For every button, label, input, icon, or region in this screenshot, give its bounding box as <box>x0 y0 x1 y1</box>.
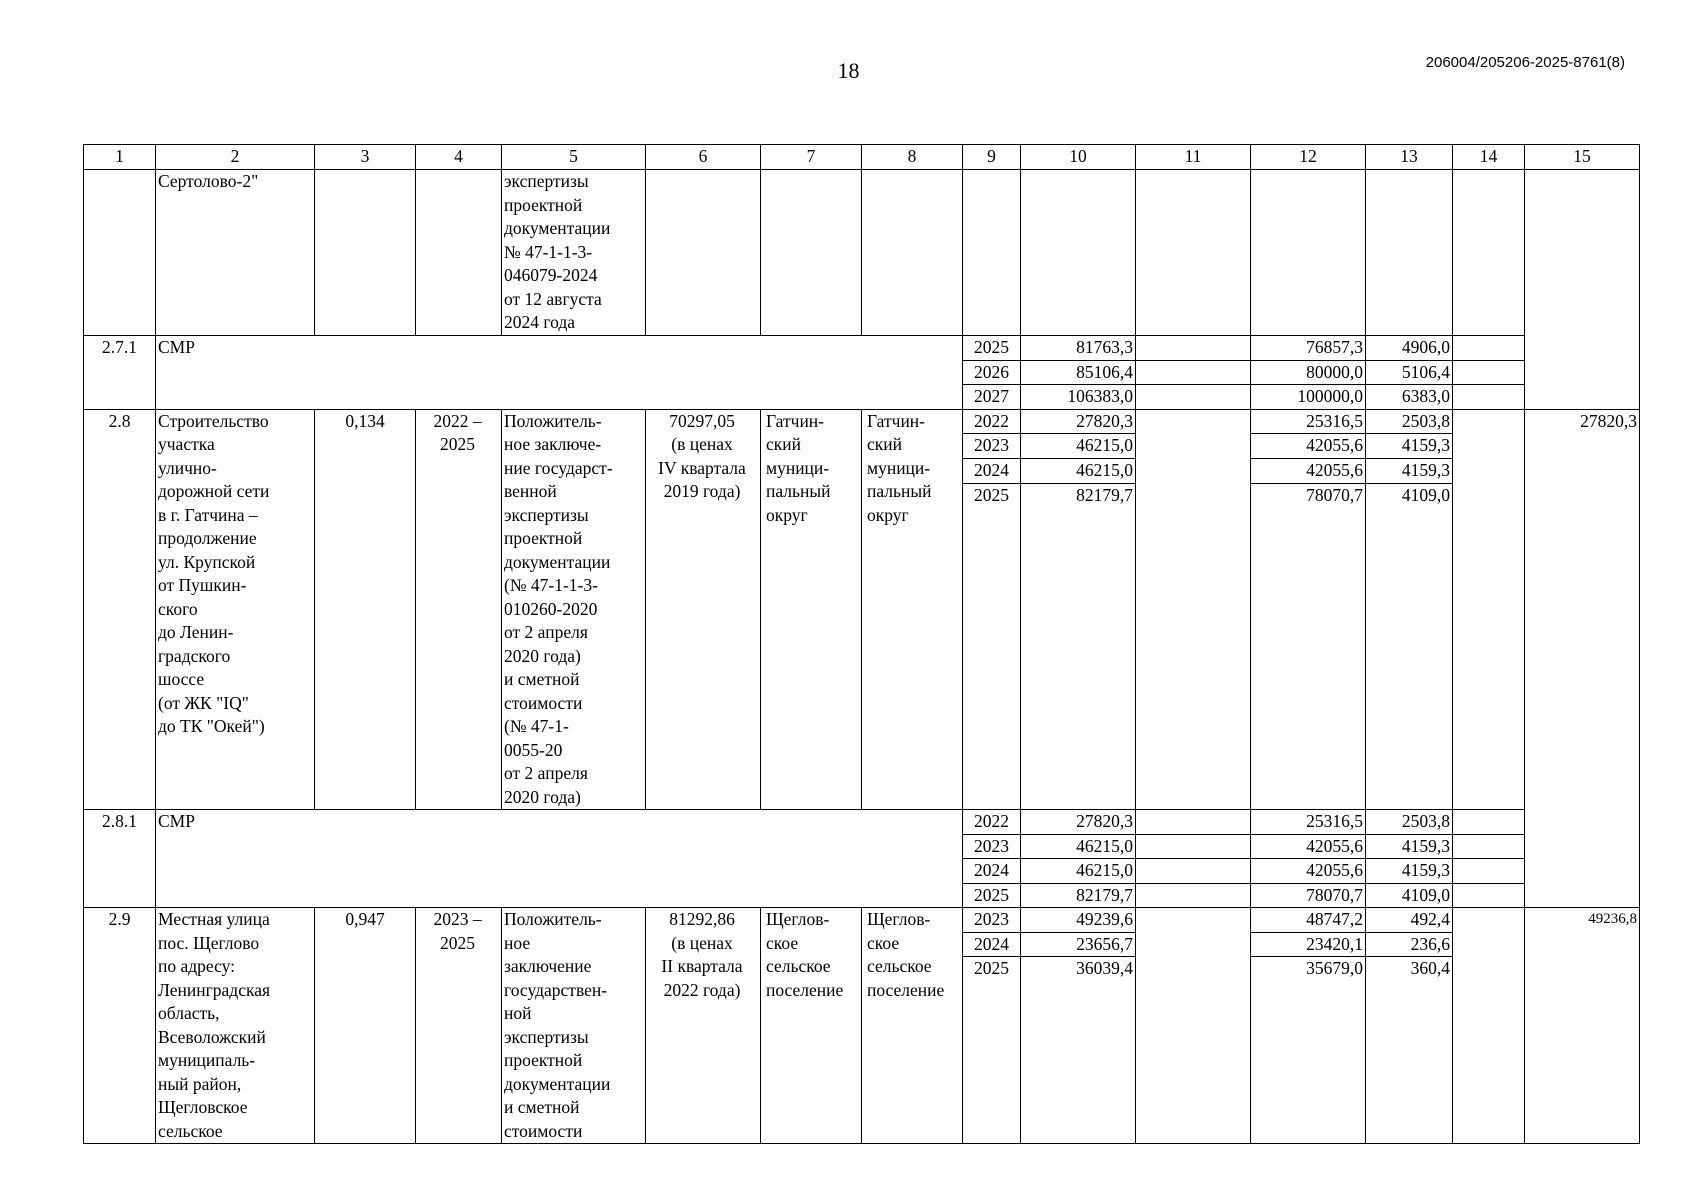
object-name: Местная улица пос. Щеглово по адресу: Ленинградская область, Всеволожский муниципаль- ный район, Щегловское сельское <box>156 908 315 1144</box>
year: 2023 <box>963 908 1021 933</box>
customer: Гатчин- ский муници- пальный округ <box>761 409 862 810</box>
col-header: 6 <box>646 145 761 170</box>
amount-local: 4159,3 <box>1366 434 1453 459</box>
amount-local: 4159,3 <box>1366 859 1453 884</box>
amount-total: 36039,4 <box>1021 957 1136 1144</box>
year: 2024 <box>963 932 1021 957</box>
object-name: Сертолово-2" <box>156 170 315 336</box>
program-table <box>83 144 1640 1144</box>
col-header: 7 <box>761 145 862 170</box>
row-number: 2.7.1 <box>84 336 156 410</box>
amount-regional: 48747,2 <box>1251 908 1366 933</box>
col-header: 10 <box>1021 145 1136 170</box>
amount-local: 2503,8 <box>1366 810 1453 835</box>
amount-total: 49239,6 <box>1021 908 1136 933</box>
year: 2023 <box>963 434 1021 459</box>
col-header: 5 <box>502 145 646 170</box>
table-row <box>84 908 1640 933</box>
year: 2023 <box>963 834 1021 859</box>
amount-local: 236,6 <box>1366 932 1453 957</box>
total-amount: 27820,3 <box>1525 409 1640 908</box>
year: 2025 <box>963 957 1021 1144</box>
amount-regional: 78070,7 <box>1251 883 1366 908</box>
amount-local: 4906,0 <box>1366 336 1453 361</box>
amount-local: 6383,0 <box>1366 385 1453 410</box>
amount-regional: 42055,6 <box>1251 434 1366 459</box>
amount-total: 46215,0 <box>1021 434 1136 459</box>
col-header: 14 <box>1453 145 1525 170</box>
page-number: 18 <box>837 58 860 83</box>
period: 2022 – 2025 <box>416 409 502 810</box>
amount-local: 4159,3 <box>1366 459 1453 484</box>
year: 2022 <box>963 409 1021 434</box>
amount-local: 492,4 <box>1366 908 1453 933</box>
length-km: 0,947 <box>315 908 416 1144</box>
col-header: 9 <box>963 145 1021 170</box>
year: 2024 <box>963 859 1021 884</box>
col-header: 1 <box>84 145 156 170</box>
col-header: 15 <box>1525 145 1640 170</box>
amount-local: 2503,8 <box>1366 409 1453 434</box>
table-row <box>84 409 1640 434</box>
amount-total: 81763,3 <box>1021 336 1136 361</box>
amount-regional: 76857,3 <box>1251 336 1366 361</box>
amount-total: 27820,3 <box>1021 810 1136 835</box>
year: 2024 <box>963 459 1021 484</box>
col-header: 2 <box>156 145 315 170</box>
year: 2025 <box>963 883 1021 908</box>
year: 2026 <box>963 360 1021 385</box>
amount-total: 82179,7 <box>1021 883 1136 908</box>
amount-total: 46215,0 <box>1021 834 1136 859</box>
estimated-cost: 81292,86 (в ценах II квартала 2022 года) <box>646 908 761 1144</box>
length-km: 0,134 <box>315 409 416 810</box>
estimated-cost: 70297,05 (в ценах IV квартала 2019 года) <box>646 409 761 810</box>
amount-total: 23656,7 <box>1021 932 1136 957</box>
total-amount: 49236,8 <box>1525 908 1640 1144</box>
year: 2022 <box>963 810 1021 835</box>
document-id: 206004/205206-2025-8761(8) <box>1425 54 1625 71</box>
amount-regional: 35679,0 <box>1251 957 1366 1144</box>
row-label: СМР <box>156 336 963 410</box>
recipient: Гатчин- ский муници- пальный округ <box>862 409 963 810</box>
amount-regional: 100000,0 <box>1251 385 1366 410</box>
amount-local: 4159,3 <box>1366 834 1453 859</box>
row-number: 2.8 <box>84 409 156 810</box>
recipient: Щеглов- ское сельское поселение <box>862 908 963 1144</box>
row-label: СМР <box>156 810 963 908</box>
amount-total: 27820,3 <box>1021 409 1136 434</box>
amount-local: 5106,4 <box>1366 360 1453 385</box>
col-header: 8 <box>862 145 963 170</box>
basis-text: Положитель- ное заключе- ние государст- венной экспертизы проектной документации (№ 47-1-1-3- 010260-2020 от 2 апреля 2020 года) и сметной стоимости (№ 47-1- 0055-20 от 2 апреля 2020 года) <box>502 409 646 810</box>
basis-text: экспертизы проектной документации № 47-1-1-3- 046079-2024 от 12 августа 2024 года <box>502 170 646 336</box>
table-row <box>84 336 1640 361</box>
amount-total: 85106,4 <box>1021 360 1136 385</box>
table-row <box>84 810 1640 835</box>
col-header: 11 <box>1136 145 1251 170</box>
col-header: 3 <box>315 145 416 170</box>
customer: Щеглов- ское сельское поселение <box>761 908 862 1144</box>
amount-local: 4109,0 <box>1366 483 1453 809</box>
amount-total: 46215,0 <box>1021 459 1136 484</box>
amount-local: 4109,0 <box>1366 883 1453 908</box>
year: 2027 <box>963 385 1021 410</box>
amount-regional: 80000,0 <box>1251 360 1366 385</box>
col-header: 12 <box>1251 145 1366 170</box>
amount-regional: 23420,1 <box>1251 932 1366 957</box>
basis-text: Положитель- ное заключение государствен- ной экспертизы проектной документации и сметной стоимости <box>502 908 646 1144</box>
amount-total: 82179,7 <box>1021 483 1136 809</box>
amount-regional: 42055,6 <box>1251 459 1366 484</box>
amount-regional: 78070,7 <box>1251 483 1366 809</box>
header-row <box>84 145 1640 170</box>
year: 2025 <box>963 483 1021 809</box>
year: 2025 <box>963 336 1021 361</box>
row-number: 2.8.1 <box>84 810 156 908</box>
col-header: 13 <box>1366 145 1453 170</box>
amount-total: 106383,0 <box>1021 385 1136 410</box>
period: 2023 – 2025 <box>416 908 502 1144</box>
amount-local: 360,4 <box>1366 957 1453 1144</box>
row-number: 2.9 <box>84 908 156 1144</box>
amount-regional: 25316,5 <box>1251 409 1366 434</box>
amount-regional: 42055,6 <box>1251 859 1366 884</box>
amount-regional: 25316,5 <box>1251 810 1366 835</box>
object-name: Строительство участка улично- дорожной сети в г. Гатчина – продолжение ул. Крупской от Пушкин- ского до Ленин- градского шоссе (от ЖК "IQ" до ТК "Окей") <box>156 409 315 810</box>
table-row-continuation <box>84 170 1640 336</box>
col-header: 4 <box>416 145 502 170</box>
amount-total: 46215,0 <box>1021 859 1136 884</box>
amount-regional: 42055,6 <box>1251 834 1366 859</box>
